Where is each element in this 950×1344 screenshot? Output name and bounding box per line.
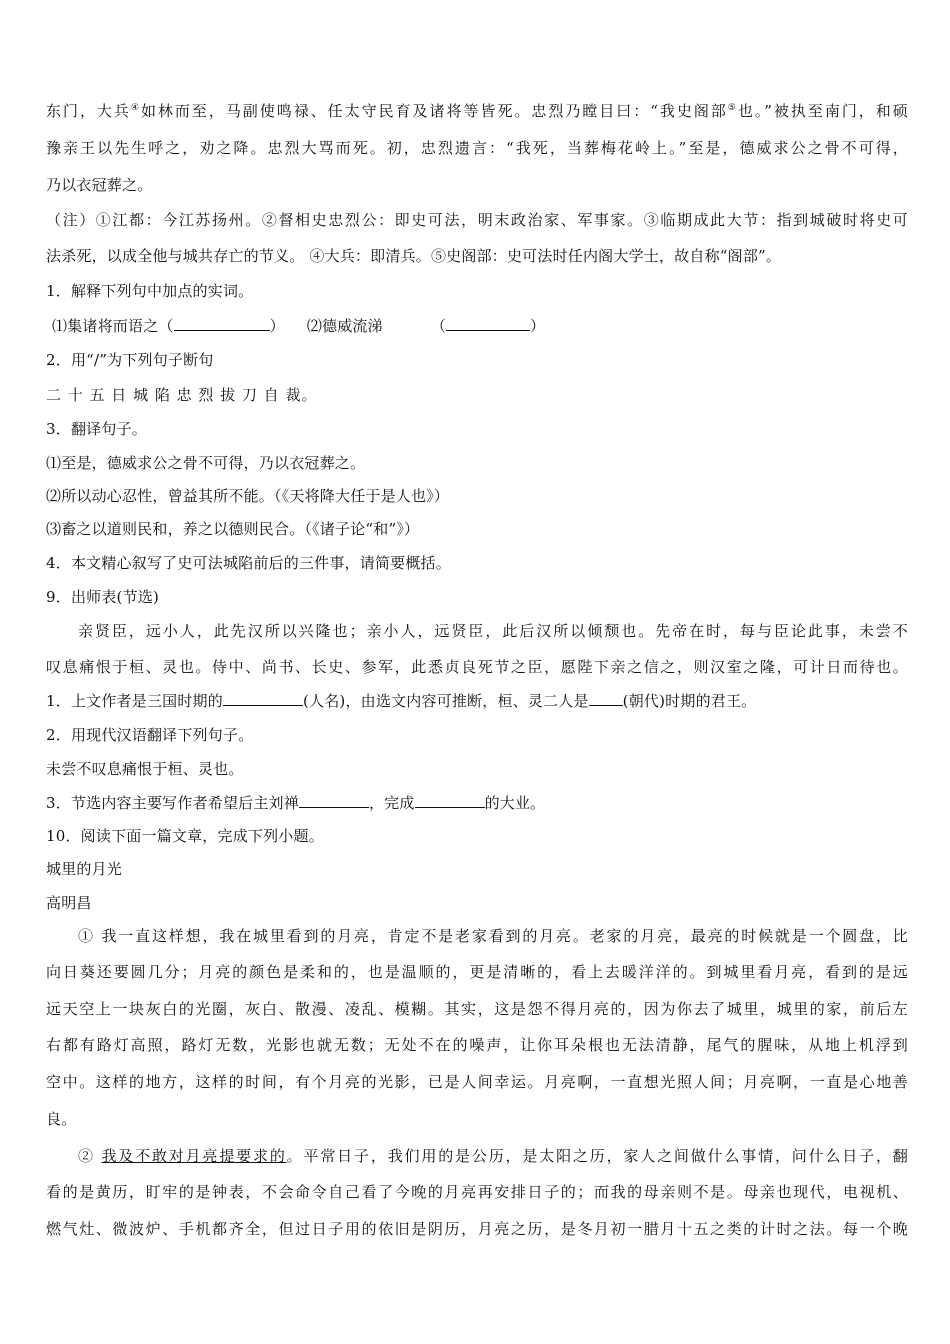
q9-question-1 <box>46 689 908 712</box>
p2-line-1-rest: 。平常日子，我们用的是公历，是太阳之历，家人之间做什么事情，问什么日子，翻 <box>286 1147 909 1165</box>
q1-item-a-close: ） <box>269 317 285 335</box>
q1-item-b-close: ） <box>530 317 546 335</box>
question-3-item-3: ⑶畜之以道则民和，养之以德则民合。（《诸子论“和”》） <box>46 520 420 538</box>
article-title: 城里的月光 <box>46 860 123 878</box>
notes-line-2: 法杀死，以成全他与城共存亡的节义。 ④大兵：即清兵。⑤史阁部：史可法时任内阁大学士，故自称“阁部”。 <box>46 247 782 265</box>
answer-blank[interactable] <box>223 689 303 706</box>
q9-q1-text-c: (朝代)时期的君王。 <box>622 692 757 710</box>
passage-text: 东门，大兵 <box>46 102 131 120</box>
question-3-item-1: ⑴至是，德威求公之骨不可得，乃以衣冠葬之。 <box>46 454 366 472</box>
question-1: 1．解释下列句中加点的实词。 <box>46 282 254 300</box>
passage-line-1 <box>46 100 908 122</box>
q9-question-2: 2．用现代汉语翻译下列句子。 <box>46 726 254 744</box>
answer-blank[interactable] <box>299 791 369 808</box>
section-title-9: 9．出师表(节选) <box>46 588 160 606</box>
question-1-items <box>52 314 914 337</box>
passage-line-3: 乃以衣冠葬之。 <box>46 176 153 194</box>
passage-line-2: 豫亲王以先生呼之，劝之降。忠烈大骂而死。初，忠烈遗言：“我死，当葬梅花岭上。”至是，德威求公之骨不可得， <box>46 139 908 157</box>
p1-line-2: 向日葵还要圆几分；月亮的颜色是柔和的，也是温顺的，更是清晰的，看上去暖洋洋的。到城里看月亮，看到的是远 <box>46 963 908 981</box>
q9-q3-text-a: 3．节选内容主要写作者希望后主刘禅 <box>46 794 299 812</box>
q1-item-b-label: ⑵德威流涕 <box>306 317 383 335</box>
answer-blank[interactable] <box>174 314 270 331</box>
q1-item-a-label: ⑴集诸将而语之（ <box>52 317 174 335</box>
p2-line-3: 燃气灶、微波炉、手机都齐全，但过日子用的依旧是阴历，月亮之历，是冬月初一腊月十五之类的计时之法。每一个晚 <box>46 1220 908 1238</box>
answer-blank[interactable] <box>589 689 623 706</box>
footnote-marker: ④ <box>130 103 141 113</box>
q1-item-b-open: （ <box>430 317 447 335</box>
paragraph-number: ② <box>78 1147 102 1165</box>
p1-line-5: 空中。这样的地方，这样的时间，有个月亮的光影，已是人间幸运。月亮啊，一直想光照人间；月亮啊，一直是心地善 <box>46 1073 908 1091</box>
p1-line-4: 右都有路灯高照，路灯无数，光影也就无数；无处不在的噪声，让你耳朵根也无法清静，尾气的腥味，从地上机浮到 <box>46 1036 908 1054</box>
underlined-sentence: 我及不敢对月亮提要求的 <box>101 1147 287 1165</box>
question-3-item-2: ⑵所以动心忍性，曾益其所不能。（《天将降大任于是人也》） <box>46 487 450 505</box>
q9-question-2-sentence: 未尝不叹息痛恨于桓、灵也。 <box>46 760 244 778</box>
answer-blank[interactable] <box>446 314 530 331</box>
article-author: 高明昌 <box>46 894 92 912</box>
q9-q1-text-a: 1．上文作者是三国时期的 <box>46 692 223 710</box>
question-2-sentence: 二 十 五 日 城 陷 忠 烈 拔 刀 自 裁。 <box>46 386 318 404</box>
p1-line-1: ① 我一直这样想，我在城里看到的月亮，肯定不是老家看到的月亮。老家的月亮，最亮的时候就是一个圆盘，比 <box>78 927 908 945</box>
q10-intro: 10．阅读下面一篇文章，完成下列小题。 <box>46 827 324 845</box>
q9-text-line-2: 叹息痛恨于桓、灵也。侍中、尚书、长史、参军，此悉贞良死节之臣，愿陛下亲之信之，则汉室之隆，可计日而待也。 <box>46 658 908 676</box>
p2-line-1 <box>78 1145 908 1167</box>
question-4: 4．本文精心叙写了史可法城陷前后的三件事，请简要概括。 <box>46 554 451 572</box>
passage-text: 也。”被执至南门，和硕 <box>737 102 908 120</box>
p1-line-3: 远天空上一块灰白的光圈，灰白、散漫、凌乱、模糊。其实，这是怨不得月亮的，因为你去了城里，城里的家，前后左 <box>46 1000 908 1018</box>
question-3: 3．翻译句子。 <box>46 420 147 438</box>
question-2: 2．用“/”为下列句子断句 <box>46 351 214 369</box>
p2-line-2: 看的是黄历，盯牢的是钟表，不会命令自己看了今晚的月亮再安排日子的；而我的母亲则不是。母亲也现代，电视机、 <box>46 1183 908 1201</box>
q9-q1-text-b: (人名)，由选文内容可推断，桓、灵二人是 <box>302 692 589 710</box>
answer-blank[interactable] <box>415 791 485 808</box>
notes-line-1: （注）①江都：今江苏扬州。②督相史忠烈公：即史可法，明末政治家、军事家。③临期成此大节：指到城破时将史可 <box>46 211 908 229</box>
q9-text-line-1: 亲贤臣，远小人，此先汉所以兴隆也；亲小人，远贤臣，此后汉所以倾颓也。先帝在时，每与臣论此事，未尝不 <box>78 622 908 640</box>
passage-text: 如林而至，马副使鸣禄、任太守民育及诸将等皆死。忠烈乃瞠目曰：“我史阁部 <box>140 102 728 120</box>
q9-question-3 <box>46 791 908 814</box>
p1-line-6: 良。 <box>46 1110 77 1128</box>
q9-q3-text-b: ，完成 <box>368 794 415 812</box>
q9-q3-text-c: 的大业。 <box>484 794 546 812</box>
footnote-marker: ⑤ <box>727 103 738 113</box>
